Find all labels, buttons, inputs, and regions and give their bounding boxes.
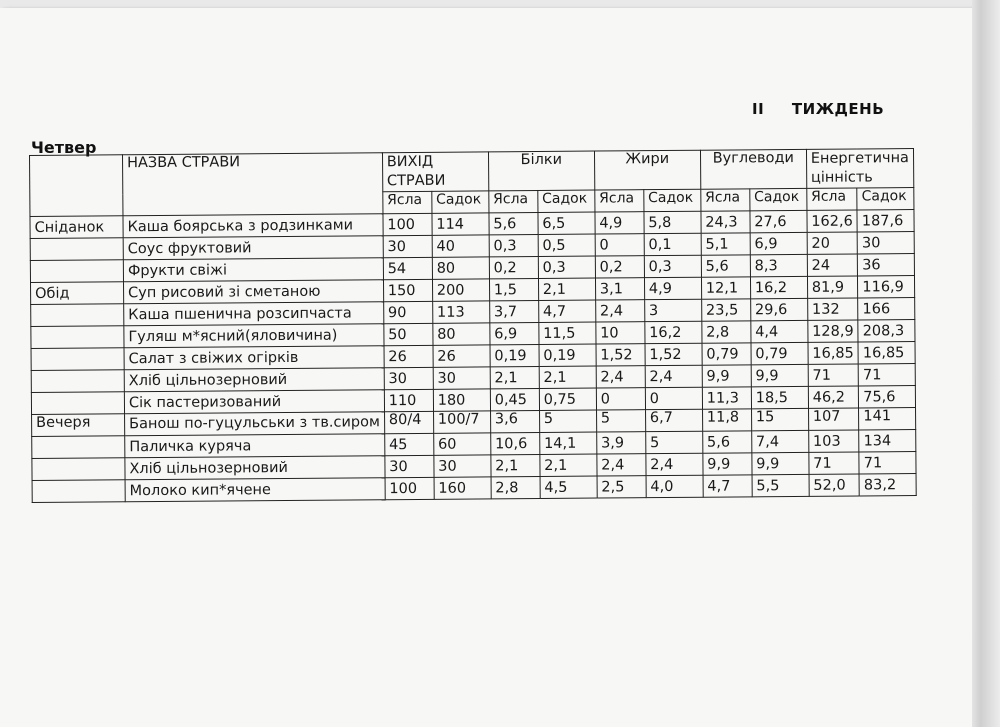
fat-nursery: 3,1 <box>595 278 644 300</box>
energy-nursery: 71 <box>808 364 859 386</box>
carbs-nursery: 5,6 <box>702 431 751 453</box>
fat-kindergarten: 4,0 <box>646 475 703 497</box>
fat-nursery: 0 <box>596 388 645 410</box>
header-protein: Білки <box>488 151 594 191</box>
carbs-nursery: 5,6 <box>701 255 750 277</box>
protein-nursery: 10,6 <box>490 432 539 454</box>
meal-cell <box>32 480 125 503</box>
energy-kindergarten: 141 <box>859 408 916 430</box>
output-kindergarten: 26 <box>433 345 490 367</box>
carbs-nursery: 5,1 <box>701 233 750 255</box>
output-kindergarten: 200 <box>432 279 489 301</box>
energy-nursery: 107 <box>808 408 859 430</box>
meal-cell <box>31 304 124 327</box>
carbs-kindergarten: 27,6 <box>750 210 807 232</box>
meal-cell <box>32 436 125 459</box>
page-edge-shadow <box>972 0 1000 727</box>
carbs-nursery: 2,8 <box>702 321 751 343</box>
carbs-kindergarten: 9,9 <box>751 364 808 386</box>
protein-nursery: 2,1 <box>490 367 539 389</box>
subheader-kindergarten: Садок <box>750 188 807 210</box>
carbs-kindergarten: 5,5 <box>752 474 809 496</box>
carbs-kindergarten: 7,4 <box>751 430 808 452</box>
protein-kindergarten: 4,5 <box>540 476 597 498</box>
protein-kindergarten: 0,19 <box>539 344 596 366</box>
carbs-kindergarten: 18,5 <box>751 386 808 408</box>
energy-kindergarten: 208,3 <box>858 320 915 342</box>
energy-nursery: 20 <box>807 232 858 254</box>
dish-cell: Сік пастеризований <box>124 390 384 414</box>
fat-nursery: 4,9 <box>595 212 644 234</box>
subheader-nursery: Ясла <box>489 191 538 213</box>
energy-nursery: 46,2 <box>808 386 859 408</box>
protein-nursery: 0,3 <box>489 235 538 257</box>
dish-cell: Фрукти свіжі <box>123 258 383 282</box>
energy-kindergarten: 166 <box>858 298 915 320</box>
output-kindergarten: 113 <box>432 301 489 323</box>
energy-nursery: 162,6 <box>807 210 858 232</box>
output-kindergarten: 160 <box>434 477 491 499</box>
subheader-kindergarten: Садок <box>432 191 489 213</box>
protein-nursery: 5,6 <box>489 213 538 235</box>
day-title: Четвер <box>31 138 97 157</box>
header-energy: Енергетична цінність <box>806 149 914 189</box>
fat-kindergarten: 3 <box>644 299 701 321</box>
fat-nursery: 0 <box>595 234 644 256</box>
output-nursery: 110 <box>384 389 433 411</box>
dish-cell: Салат з свіжих огірків <box>124 346 384 370</box>
output-nursery: 30 <box>384 367 433 389</box>
fat-nursery: 1,52 <box>596 344 645 366</box>
protein-kindergarten: 6,5 <box>538 212 595 234</box>
fat-kindergarten: 5,8 <box>644 211 701 233</box>
week-label: ТИЖДЕНЬ <box>791 100 885 118</box>
energy-nursery: 81,9 <box>807 276 858 298</box>
header-output: ВИХІД СТРАВИ <box>382 152 488 192</box>
output-kindergarten: 60 <box>433 433 490 455</box>
meal-cell: Сніданок <box>30 216 123 239</box>
fat-kindergarten: 0,1 <box>644 233 701 255</box>
meal-cell <box>30 260 123 283</box>
dish-cell: Суп рисовий зі сметаною <box>123 280 383 304</box>
output-nursery: 54 <box>383 257 432 279</box>
protein-nursery: 2,1 <box>491 454 540 476</box>
meal-cell <box>31 326 124 349</box>
dish-cell: Паличка куряча <box>125 434 385 458</box>
meal-cell <box>31 370 124 393</box>
carbs-kindergarten: 6,9 <box>750 232 807 254</box>
output-nursery: 26 <box>384 345 433 367</box>
dish-cell: Соус фруктовий <box>123 236 383 260</box>
meal-cell <box>30 238 123 261</box>
protein-nursery: 1,5 <box>489 279 538 301</box>
carbs-nursery: 12,1 <box>701 277 750 299</box>
output-nursery: 100 <box>383 213 432 235</box>
protein-kindergarten: 2,1 <box>539 366 596 388</box>
energy-nursery: 103 <box>808 430 859 452</box>
output-kindergarten: 114 <box>432 213 489 235</box>
subheader-nursery: Ясла <box>383 191 432 213</box>
carbs-nursery: 23,5 <box>701 299 750 321</box>
energy-kindergarten: 71 <box>858 364 915 386</box>
energy-kindergarten: 134 <box>859 430 916 452</box>
output-kindergarten: 30 <box>433 367 490 389</box>
output-nursery: 45 <box>384 433 433 455</box>
carbs-kindergarten: 9,9 <box>752 452 809 474</box>
output-nursery: 80/4 <box>384 411 433 433</box>
carbs-kindergarten: 8,3 <box>750 254 807 276</box>
fat-nursery: 2,5 <box>597 476 646 498</box>
fat-nursery: 5 <box>596 410 645 432</box>
fat-nursery: 2,4 <box>596 366 645 388</box>
meal-cell <box>31 348 124 371</box>
subheader-nursery: Ясла <box>595 190 644 212</box>
output-kindergarten: 30 <box>434 455 491 477</box>
fat-kindergarten: 4,9 <box>644 277 701 299</box>
subheader-kindergarten: Садок <box>644 189 701 211</box>
week-title <box>752 100 884 118</box>
fat-kindergarten: 2,4 <box>645 365 702 387</box>
fat-nursery: 3,9 <box>596 432 645 454</box>
protein-kindergarten: 2,1 <box>540 454 597 476</box>
fat-kindergarten: 16,2 <box>645 321 702 343</box>
energy-kindergarten: 71 <box>859 452 916 474</box>
energy-nursery: 132 <box>807 298 858 320</box>
fat-kindergarten: 1,52 <box>645 343 702 365</box>
output-kindergarten: 100/7 <box>433 411 490 433</box>
energy-kindergarten: 30 <box>857 232 914 254</box>
protein-kindergarten: 4,7 <box>538 300 595 322</box>
meal-cell: Обід <box>31 282 124 305</box>
output-kindergarten: 180 <box>433 389 490 411</box>
meal-cell: Вечеря <box>32 414 125 437</box>
header-dish: НАЗВА СТРАВИ <box>123 153 383 216</box>
carbs-nursery: 9,9 <box>702 365 751 387</box>
protein-nursery: 0,2 <box>489 257 538 279</box>
energy-kindergarten: 187,6 <box>857 210 914 232</box>
protein-nursery: 3,7 <box>489 301 538 323</box>
protein-kindergarten: 11,5 <box>539 322 596 344</box>
output-kindergarten: 40 <box>432 235 489 257</box>
fat-kindergarten: 0,3 <box>644 255 701 277</box>
energy-kindergarten: 83,2 <box>859 474 916 496</box>
protein-kindergarten: 14,1 <box>539 432 596 454</box>
header-meal <box>30 155 123 217</box>
carbs-nursery: 11,8 <box>702 409 751 431</box>
carbs-kindergarten: 16,2 <box>750 276 807 298</box>
fat-kindergarten: 2,4 <box>646 453 703 475</box>
header-fat: Жири <box>594 150 700 190</box>
meal-cell <box>32 458 125 481</box>
energy-kindergarten: 75,6 <box>859 386 916 408</box>
energy-nursery: 52,0 <box>809 474 860 496</box>
dish-cell: Каша боярська з родзинками <box>123 214 383 238</box>
energy-kindergarten: 116,9 <box>858 276 915 298</box>
energy-nursery: 16,85 <box>808 342 859 364</box>
subheader-kindergarten: Садок <box>857 188 914 210</box>
fat-nursery: 0,2 <box>595 256 644 278</box>
protein-nursery: 0,45 <box>490 389 539 411</box>
energy-kindergarten: 36 <box>858 254 915 276</box>
dish-cell: Банош по-гуцульськи з тв.сиром <box>125 412 385 436</box>
protein-kindergarten: 0,5 <box>538 234 595 256</box>
fat-nursery: 2,4 <box>595 300 644 322</box>
energy-nursery: 24 <box>807 254 858 276</box>
energy-nursery: 71 <box>809 452 860 474</box>
output-nursery: 150 <box>383 279 432 301</box>
carbs-nursery: 24,3 <box>701 211 750 233</box>
protein-nursery: 3,6 <box>490 411 539 433</box>
fat-nursery: 2,4 <box>597 454 646 476</box>
protein-nursery: 2,8 <box>491 476 540 498</box>
week-number: ІІ <box>752 100 765 118</box>
subheader-kindergarten: Садок <box>538 190 595 212</box>
dish-cell: Хліб цільнозерновий <box>124 368 384 392</box>
fat-kindergarten: 6,7 <box>645 409 702 431</box>
fat-kindergarten: 5 <box>645 431 702 453</box>
dish-cell: Гуляш м*ясний(яловичина) <box>124 324 384 348</box>
dish-cell: Молоко кип*ячене <box>125 478 385 502</box>
dish-cell: Каша пшенична розсипчаста <box>124 302 384 326</box>
scanned-page <box>0 8 972 727</box>
dish-cell: Хліб цільнозерновий <box>125 456 385 480</box>
carbs-kindergarten: 0,79 <box>751 342 808 364</box>
carbs-nursery: 9,9 <box>703 453 752 475</box>
fat-nursery: 10 <box>596 322 645 344</box>
carbs-kindergarten: 4,4 <box>751 320 808 342</box>
protein-kindergarten: 5 <box>539 410 596 432</box>
output-nursery: 100 <box>385 477 434 499</box>
carbs-kindergarten: 29,6 <box>750 298 807 320</box>
subheader-nursery: Ясла <box>807 188 858 210</box>
output-nursery: 50 <box>384 323 433 345</box>
carbs-nursery: 4,7 <box>703 475 752 497</box>
output-nursery: 30 <box>385 455 434 477</box>
menu-table <box>29 148 917 503</box>
energy-nursery: 128,9 <box>808 320 859 342</box>
carbs-kindergarten: 15 <box>751 408 808 430</box>
protein-kindergarten: 2,1 <box>538 278 595 300</box>
output-kindergarten: 80 <box>432 257 489 279</box>
protein-nursery: 0,19 <box>490 345 539 367</box>
output-nursery: 30 <box>383 235 432 257</box>
protein-kindergarten: 0,75 <box>539 388 596 410</box>
table-body <box>30 210 916 503</box>
protein-kindergarten: 0,3 <box>538 256 595 278</box>
output-kindergarten: 80 <box>433 323 490 345</box>
output-nursery: 90 <box>383 301 432 323</box>
subheader-nursery: Ясла <box>701 189 750 211</box>
fat-kindergarten: 0 <box>645 387 702 409</box>
carbs-nursery: 11,3 <box>702 387 751 409</box>
carbs-nursery: 0,79 <box>702 343 751 365</box>
energy-kindergarten: 16,85 <box>858 342 915 364</box>
meal-cell <box>31 392 124 415</box>
header-carbs: Вуглеводи <box>700 149 806 189</box>
protein-nursery: 6,9 <box>490 323 539 345</box>
